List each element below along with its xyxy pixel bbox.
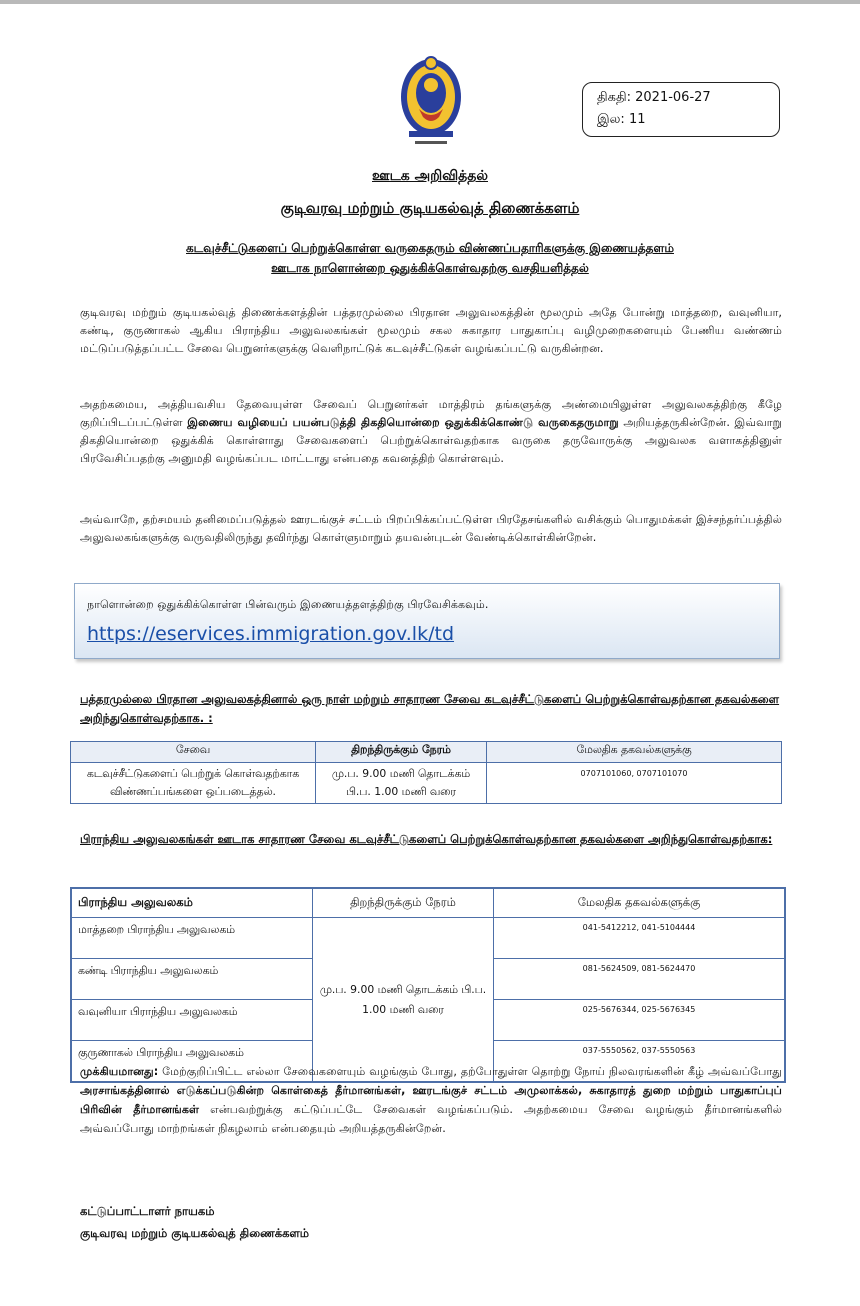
hours-cell: மு.ப. 9.00 மணி தொடக்கம் பி.ப. 1.00 மணி வரை bbox=[313, 918, 494, 1083]
paragraph-2 bbox=[80, 396, 782, 468]
signature-block bbox=[80, 1200, 309, 1244]
paragraph-2-emphasis: இணைய வழியைப் பயன்படுத்தி திகதியொன்றை ஒதுக்கிக்கொண்டு வருகைதருமாறு bbox=[187, 416, 619, 429]
subject-line-1: கடவுச்சீட்டுகளைப் பெற்றுக்கொள்ள வருகைதரும் விண்ணப்பதாரிகளுக்கு இணையத்தளம் bbox=[186, 241, 674, 255]
section-1-heading: பத்தரமுல்லை பிரதான அலுவலகத்தினால் ஒரு நாள் மற்றும் சாதாரண சேவை கடவுச்சீட்டுகளைப் பெற்றுக்கொள்வதற்கான தகவல்களை அறிந்துகொள்வதற்காக. : bbox=[80, 692, 780, 725]
service-cell: கடவுச்சீட்டுகளைப் பெற்றுக் கொள்வதற்காக விண்ணப்பங்களை ஒப்படைத்தல். bbox=[71, 763, 316, 804]
contact-cell: 037-5550562, 037-5550563 bbox=[494, 1041, 786, 1083]
hours-cell: மு.ப. 9.00 மணி தொடக்கம் பி.ப. 1.00 மணி வரை bbox=[316, 763, 487, 804]
office-cell: மாத்தறை பிராந்திய அலுவலகம் bbox=[71, 918, 313, 959]
important-text-a: மேற்குறிப்பிட்ட எல்லா சேவைகளையும் வழங்கும் போது, தற்போதுள்ள தொற்று நோய் நிலவரங்களின் கீழ் அவ்வப்போது bbox=[158, 1065, 782, 1078]
paragraph-1: குடிவரவு மற்றும் குடியகல்வுத் திணைக்களத்தின் பத்தரமுல்லை பிரதான அலுவலகத்தின் மூலமும் அதே போன்று மாத்தறை, வவுனியா, கண்டி, குருணாகல் ஆகிய பிராந்திய அலுவலகங்கள் மூலமும் சகல சுகாதார பாதுகாப்பு வழிமுறைகளையும் பேணிய வண்ணம் மட்டுப்படுத்தப்பட்ட சேவை பெறுனர்களுக்கு வெளிநாட்டுக் கடவுச்சீட்டுகள் வழங்கப்பட்டு வருகின்றன. bbox=[80, 306, 782, 355]
paragraph-3: அவ்வாறே, தற்சமயம் தனிமைப்படுத்தல் ஊரடங்குச் சட்டம் பிறப்பிக்கப்பட்டுள்ள பிரதேசங்களில் வசிக்கும் பொதுமக்கள் இச்சந்தர்ப்பத்தில் அலுவலகங்களுக்கு வருவதிலிருந்து தவிர்ந்து கொள்ளுமாறும் தயவன்புடன் வேண்டிக்கொள்கின்றேன். bbox=[80, 513, 782, 544]
table-header: திறந்திருக்கும் நேரம் bbox=[313, 888, 494, 918]
contact-cell: 0707101060, 0707101070 bbox=[487, 763, 782, 804]
reference-label: இல: bbox=[597, 112, 625, 127]
section-2-heading: பிராந்திய அலுவலகங்கள் ஊடாக சாதாரண சேவை கடவுச்சீட்டுகளைப் பெற்றுக்கொள்வதற்கான தகவல்களை அறிந்துகொள்வதற்காக: bbox=[80, 832, 773, 846]
important-note bbox=[80, 1062, 782, 1138]
department-name: குடிவரவு மற்றும் குடியகல்வுத் திணைக்களம் bbox=[280, 199, 580, 217]
document-title: ஊடக அறிவித்தல் bbox=[372, 168, 488, 184]
viewer-top-border bbox=[0, 0, 860, 4]
important-text-c: என்பவற்றுக்கு கட்டுப்பட்டே சேவைகள் வழங்கப்படும். அதற்கமைய சேவை வழங்கும் தீர்மானங்களில் அவ்வப்போது மாற்றங்கள் நிகழலாம் என்பதையும் அறியத்தருகின்றேன். bbox=[80, 1103, 783, 1135]
table-row bbox=[71, 918, 785, 959]
office-cell: கண்டி பிராந்திய அலுவலகம் bbox=[71, 959, 313, 1000]
office-cell: வவுனியா பிராந்திய அலுவலகம் bbox=[71, 1000, 313, 1041]
table-header: திறந்திருக்கும் நேரம் bbox=[316, 742, 487, 763]
paragraph-2-text-a: அதற்கமைய, அத்தியவசிய தேவையுள்ள சேவைப் பெறுனர்கள் மாத்திரம் தங்களுக்கு அண்மையிலுள்ள அலுவலகத்திற்கு கீழே குறிப்பிடப்பட்டுள்ள bbox=[80, 398, 782, 429]
subject-line-2: ஊடாக நாளொன்றை ஒதுக்கிக்கொள்வதற்கு வசதியளித்தல் bbox=[271, 261, 589, 275]
reference-value: 11 bbox=[628, 112, 646, 127]
booking-website-link[interactable]: https://eservices.immigration.gov.lk/td bbox=[87, 623, 455, 645]
table-header: மேலதிக தகவல்களுக்கு bbox=[494, 888, 786, 918]
important-emphasis: அரசாங்கத்தினால் எடுக்கப்படுகின்ற கொள்கைத் தீர்மானங்கள், ஊரடங்குச் சட்டம் அமுலாக்கல், சுகாதாரத் துறை மற்றும் பாதுகாப்புப் பிரிவின் தீர்மானங்கள் bbox=[80, 1084, 782, 1116]
regional-offices-table bbox=[70, 887, 786, 1083]
head-office-table bbox=[70, 741, 782, 804]
contact-cell: 041-5412212, 041-5104444 bbox=[494, 918, 786, 959]
office-cell: குருணாகல் பிராந்திய அலுவலகம் bbox=[71, 1041, 313, 1083]
signatory-title: கட்டுப்பாட்டாளர் நாயகம் bbox=[80, 1204, 215, 1218]
department-emblem-logo bbox=[393, 55, 469, 155]
table-row bbox=[71, 763, 782, 804]
table-header: சேவை bbox=[71, 742, 316, 763]
date-label: திகதி: bbox=[597, 90, 631, 105]
table-header-row bbox=[71, 888, 785, 918]
paragraph-2-text-c: அறியத்தருகின்றேன். இவ்வாறு திகதியொன்றை ஒதுக்கிக் கொள்ளாது சேவைகளைப் பெற்றுக்கொள்வதற்காக வருகை தருவோருக்கு அலுவலக வளாகத்தினுள் பிரவேசிப்பதற்கு அனுமதி வழங்கப்பட மாட்டாது என்பதை கவனத்திற் கொள்ளவும். bbox=[80, 416, 782, 465]
contact-cell: 081-5624509, 081-5624470 bbox=[494, 959, 786, 1000]
table-header: பிராந்திய அலுவலகம் bbox=[71, 888, 313, 918]
important-label: முக்கியமானது: bbox=[80, 1065, 159, 1078]
table-header: மேலதிக தகவல்களுக்கு bbox=[487, 742, 782, 763]
contact-cell: 025-5676344, 025-5676345 bbox=[494, 1000, 786, 1041]
booking-link-instruction: நாளொன்றை ஒதுக்கிக்கொள்ள பின்வரும் இணையத்தளத்திற்கு பிரவேசிக்கவும். bbox=[87, 598, 489, 611]
signatory-department: குடிவரவு மற்றும் குடியகல்வுத் திணைக்களம் bbox=[80, 1226, 310, 1240]
date-value: 2021-06-27 bbox=[635, 90, 711, 105]
date-reference-box bbox=[582, 82, 780, 137]
booking-link-box bbox=[74, 583, 780, 659]
table-header-row bbox=[71, 742, 782, 763]
